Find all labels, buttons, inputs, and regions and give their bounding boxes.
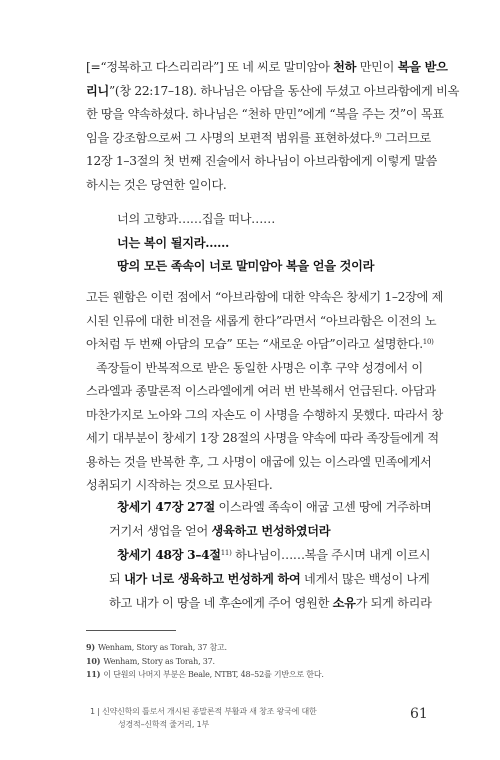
text-span: ”(창 22:17–18). 하나님은 아담을 동산에 두셨고 아브라함에게 비옥 xyxy=(108,83,460,98)
quote-line: 너의 고향과……집을 떠나…… xyxy=(117,212,275,226)
text-line: 세기 대부분이 창세기 1장 28절의 사명을 약속에 따라 족장들에게 적 xyxy=(86,431,439,445)
scripture-reference: 창세기 48장 3–4절 xyxy=(117,548,221,562)
footnote-number: 11) xyxy=(86,669,101,679)
footnote-text: Wenham, Story as Torah, 37 참고. xyxy=(97,643,227,652)
text-line: 고든 웬함은 이런 점에서 “아브라함에 대한 약속은 창세기 1–2장에 제 xyxy=(86,290,444,304)
quote-line xyxy=(109,519,439,543)
text-line: 한 땅을 약속하셨다. 하나님은 “천하 만민”에게 “복을 주는 것”이 목표 xyxy=(86,107,444,121)
block-quote-genesis-12 xyxy=(117,208,374,279)
text-line: 하시는 것은 당연한 일이다. xyxy=(86,177,227,192)
text-line xyxy=(86,56,448,80)
scripture-reference: 창세기 47장 27절 xyxy=(117,500,215,514)
text-line xyxy=(86,127,432,151)
footnote-number: 9) xyxy=(86,642,95,652)
text-span: 되 xyxy=(109,572,125,586)
text-span: [=“정복하고 다스리리라”] 또 네 씨로 말미암아 xyxy=(86,60,334,74)
page-number: 61 xyxy=(410,706,428,722)
text-span: 그러므로 xyxy=(381,130,431,145)
quote-line: 너는 복이 될지라…… xyxy=(117,235,229,250)
footnote-item xyxy=(86,668,324,682)
bold-text: 생육하고 번성하였더라 xyxy=(211,524,331,538)
text-line: 스라엘과 종말론적 이스라엘에게 여러 번 반복해서 언급된다. 아담과 xyxy=(86,384,436,398)
block-quote-genesis-47-48 xyxy=(109,495,439,615)
running-footer-line: 1 | 신약신학의 틀로서 개시된 종말론적 부활과 새 창조 왕국에 대한 xyxy=(90,707,317,716)
footnote-number: 10) xyxy=(86,655,101,666)
running-footer-line: 성경적–신학적 줄거리, 1부 xyxy=(118,720,209,729)
text-line xyxy=(86,357,432,381)
quote-line xyxy=(109,591,439,615)
footnote-ref[interactable]: 10) xyxy=(422,338,434,346)
text-span: 가 되게 하리라 xyxy=(355,596,432,610)
paragraph-2 xyxy=(86,286,444,498)
bold-text: 천하 xyxy=(333,60,357,74)
bold-text: 내가 너로 생육하고 번성하게 하여 xyxy=(124,572,301,586)
text-span: 아처럼 두 번째 아담의 모습” 또는 “새로운 아담”이라고 설명한다. xyxy=(86,337,423,351)
footnotes xyxy=(86,641,324,682)
text-span: 하고 내가 이 땅을 네 후손에게 주어 영원한 xyxy=(109,596,333,610)
quote-line xyxy=(109,543,439,567)
text-span: 네게서 많은 백성이 나게 xyxy=(300,572,430,586)
text-span: 이스라엘 족속이 애굽 고센 땅에 거주하며 xyxy=(214,500,432,514)
text-line: 성취되기 시작하는 것으로 묘사된다. xyxy=(86,478,273,492)
paragraph-1 xyxy=(86,56,460,197)
footnote-text: Wenham, Story as Torah, 37. xyxy=(103,656,215,666)
quote-line: 땅의 모든 족속이 너로 말미암아 복을 얻을 것이라 xyxy=(117,259,375,273)
bold-text: 리니 xyxy=(86,83,109,98)
text-span: 거기서 생업을 얻어 xyxy=(109,524,212,538)
bold-text: 소유 xyxy=(332,596,356,610)
text-line: 마찬가지로 노아와 그의 자손도 이 사명을 수행하지 못했다. 따라서 창 xyxy=(86,407,443,422)
text-span: 하나님이……복을 주시며 내게 이르시 xyxy=(231,548,431,562)
text-span: 족장들이 반복적으로 받은 동일한 사명은 이후 구약 성경에서 이 xyxy=(96,360,423,375)
footnote-item xyxy=(86,655,324,669)
text-line: 용하는 것을 반복한 후, 그 사명이 애굽에 있는 이스라엘 민족에게서 xyxy=(86,454,432,469)
footnote-item xyxy=(86,641,324,655)
text-line: 12장 1–3절의 첫 번째 진술에서 하나님이 아브라함에게 이렇게 말씀 xyxy=(86,154,438,168)
footnote-ref[interactable]: 9) xyxy=(374,131,382,140)
bold-text: 복을 받으 xyxy=(397,60,448,74)
text-span: 임을 강조함으로써 그 사명의 보편적 범위를 표현하셨다. xyxy=(86,130,375,145)
text-line: 시된 인류에 대한 비전을 새롭게 한다”라면서 “아브라함은 이전의 노 xyxy=(86,313,437,328)
text-line xyxy=(86,80,460,104)
text-span: 만민이 xyxy=(356,60,398,74)
footnote-text: 이 단원의 나머지 부분은 Beale, NTBT, 48–52를 기반으로 한다. xyxy=(103,670,324,679)
footnote-divider xyxy=(86,630,176,631)
text-line xyxy=(86,333,432,357)
quote-line xyxy=(109,495,439,519)
footnote-ref[interactable]: 11) xyxy=(220,549,232,557)
running-footer xyxy=(90,705,317,731)
quote-line xyxy=(109,567,439,591)
